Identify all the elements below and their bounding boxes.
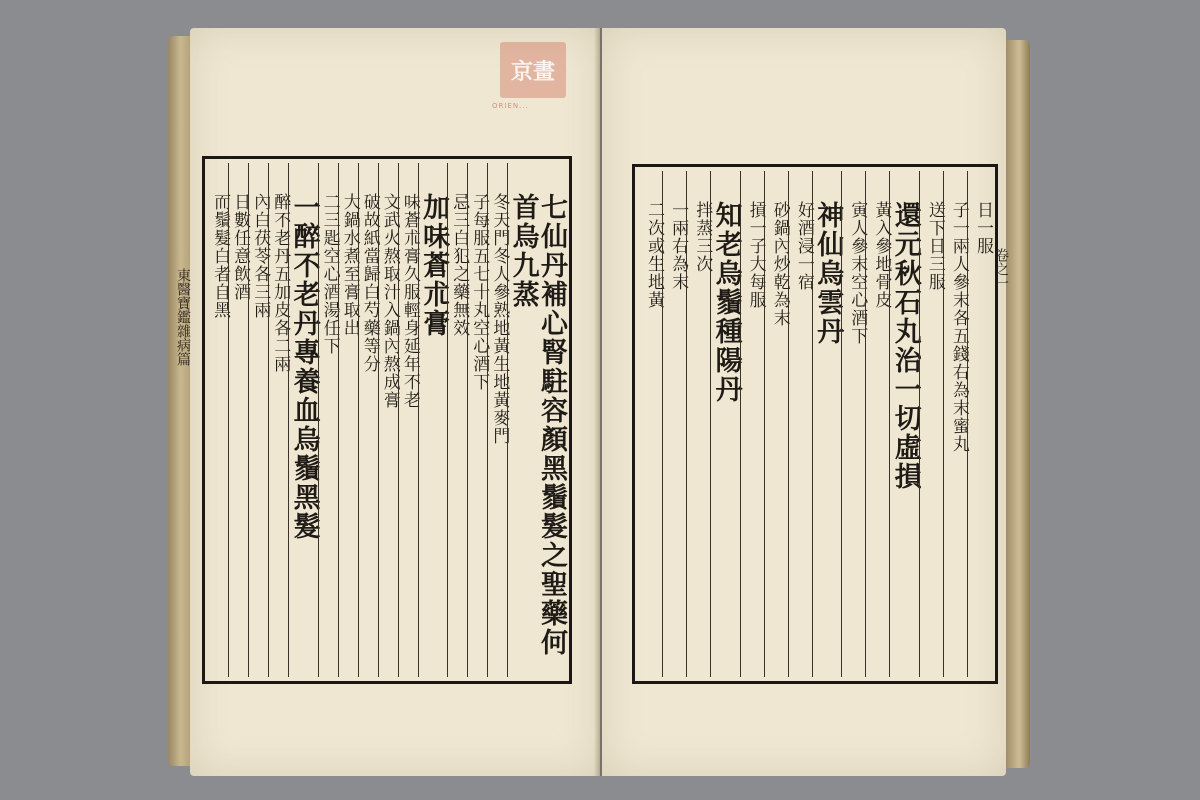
right-column-8: 砂鍋內炒乾為末 xyxy=(764,171,788,677)
right-column-11: 拌蒸三次 xyxy=(686,171,710,677)
right-margin-text: 卷之一 xyxy=(993,248,1009,290)
left-column-1: 冬天門冬人參熟地黃生地黃麥門 xyxy=(487,163,507,677)
left-column-13: 日數任意飲酒 xyxy=(228,163,248,677)
right-page xyxy=(602,28,1009,776)
right-column-12: 一兩右為末 xyxy=(662,171,686,677)
left-column-2: 子每服五七十丸空心酒下 xyxy=(467,163,487,677)
watermark-logo: 京畫 xyxy=(500,42,566,98)
watermark-subtext: ORIEN... xyxy=(492,102,529,110)
right-column-4: 黃入參地骨皮 xyxy=(865,171,889,677)
right-column-0: 日一服 xyxy=(967,171,991,677)
left-columns xyxy=(209,163,565,677)
right-column-3: 還元秋石丸治一切虛損 xyxy=(889,171,918,677)
right-column-13: 二次或生地黃 xyxy=(644,201,665,309)
left-column-11: 醉不老丹五加皮各二兩 xyxy=(268,163,288,677)
left-column-14: 而鬚髮白者自黑 xyxy=(210,193,231,319)
left-margin-text: 東醫寶鑑雜病篇 xyxy=(175,268,191,366)
left-column-10: 一醉不老丹專養血烏鬚黑髮 xyxy=(288,163,317,677)
open-book xyxy=(168,22,1030,782)
right-column-6: 神仙烏雲丹 xyxy=(812,171,841,677)
left-column-0: 七仙丹補心腎駐容顏黑鬚髮之聖藥何首烏九蒸 xyxy=(507,163,565,677)
left-column-5: 味蒼朮膏久服輕身延年不老 xyxy=(398,163,418,677)
left-column-3: 忌三白犯之藥無效 xyxy=(447,163,467,677)
right-text-frame xyxy=(632,164,998,684)
left-column-4: 加味蒼朮膏 xyxy=(418,163,447,677)
right-column-9: 摃一子大每服 xyxy=(740,171,764,677)
right-column-10: 知老烏鬚種陽丹 xyxy=(710,171,739,677)
right-column-2: 送下日三服 xyxy=(919,171,943,677)
right-columns xyxy=(639,171,991,677)
left-page xyxy=(175,28,600,776)
left-column-7: 破故紙當歸白芍藥等分 xyxy=(358,163,378,677)
left-column-8: 大鍋水煮至膏取出 xyxy=(338,163,358,677)
right-column-7: 好酒浸一宿 xyxy=(788,171,812,677)
right-column-1: 子一兩人參末各五錢右為末蜜丸 xyxy=(943,171,967,677)
left-column-12: 內白茯苓各三兩 xyxy=(248,163,268,677)
right-page-edges xyxy=(1006,40,1030,768)
left-column-9: 二三匙空心酒湯任下 xyxy=(318,163,338,677)
left-column-6: 文武火熬取汁入鍋內熬成膏 xyxy=(378,163,398,677)
right-column-5: 寅人參末空心酒下 xyxy=(841,171,865,677)
left-text-frame xyxy=(202,156,572,684)
